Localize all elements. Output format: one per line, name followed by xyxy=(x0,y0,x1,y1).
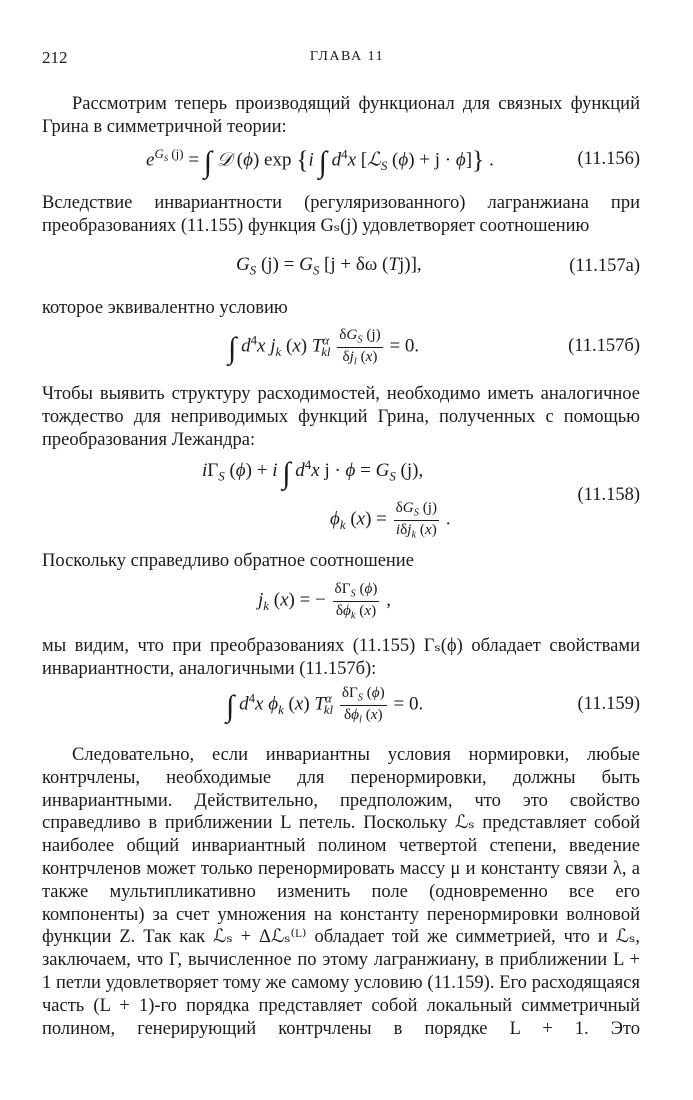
equation-formula: ∫ $d^4x$ $j_k$ (x) $T^\alpha_{kl}$ $\frac{\delta G_S (j)}{\delta j_l (x)}$ = 0. xyxy=(228,326,420,368)
equation-11-159 xyxy=(42,682,640,728)
equation-number: (11.156) xyxy=(577,149,640,169)
equation-formula: $G_S$ $(j) = G_S$ [j + δω (Tj)], xyxy=(236,254,422,278)
equation-inverse xyxy=(42,578,640,624)
equation-formula: ∫ $d^4x$ $\phi_k$ (x) $T^\alpha_{kl}$ $\frac{\delta\Gamma_S (\phi)}{\delta\phi_l (x)}$ = 0. xyxy=(226,684,424,726)
equation-11-156 xyxy=(42,143,640,180)
chapter-title: ГЛАВА 11 xyxy=(309,49,385,64)
equation-11-158 xyxy=(42,455,640,545)
equation-11-157b xyxy=(42,324,640,370)
equation-number: (11.159) xyxy=(577,694,640,714)
equation-11-157a xyxy=(42,252,640,282)
paragraph-4: Чтобы выявить структуру расходимостей, необходимо иметь аналогичное тождество для неприводимых функций Грина, полученных с помощью преобразования Лежандра: xyxy=(42,384,640,450)
equation-number: (11.157а) xyxy=(569,256,640,276)
paragraph-3: которое эквивалентно условию xyxy=(42,298,288,318)
equation-number: (11.158) xyxy=(577,485,640,505)
paragraph-7: Следовательно, если инвариантны условия нормировки, любые контрчлены, необходимые для перенормировки, должны быть инвариантными. Действительно, предположим, что это свойство справедливо в приближении L петель. Поскольку ℒₛ представляет собой наиболее общий инвариантный полином четвертой степени, введение контрчленов может только перенормировать массу μ и константу связи λ, а также мультипликативно изменить поле (одновременно все его компоненты) за счет умножения на константу перенормировки волновой функции Z. Так как ℒₛ + Δℒₛ⁽ᴸ⁾ обладает той же симметрией, что и ℒₛ, заключаем, что Γ, вычисленное по этому лагранжиану, в приближении L + 1 петли удовлетворяет тому же самому условию (11.159). Его расходящаяся часть (L + 1)-го порядка представляет собой локальный симметричный полином, генерирующий контрчлены в порядке L + 1. Это xyxy=(42,745,640,1039)
page-header xyxy=(42,48,652,70)
paragraph-1: Рассмотрим теперь производящий функционал для связных функций Грина в симметричной теории: xyxy=(42,94,640,137)
equation-formula: $j_k$ (x) = − $\frac{\delta\Gamma_S (\phi)}{\delta\phi_k (x)}$ , xyxy=(258,580,391,622)
paragraph-2: Вследствие инвариантности (регуляризованного) лагранжиана при преобразованиях (11.155) функция Gₛ(j) удовлетворяет соотношению xyxy=(42,193,640,236)
page-number: 212 xyxy=(42,48,68,67)
equation-number: (11.157б) xyxy=(568,336,640,356)
equation-formula-line-2: $\phi_k$ (x) = $\frac{\delta G_S (j)}{i\delta j_k (x)}$ . xyxy=(330,499,451,541)
paragraph-5: Поскольку справедливо обратное соотношение xyxy=(42,551,414,571)
paragraph-6: мы видим, что при преобразованиях (11.155) Γₛ(ϕ) обладает свойствами инвариантности, аналогичными (11.157б): xyxy=(42,636,640,679)
equation-formula: $e^{G_S (j)}$ = ∫ 𝒟 (ϕ) exp {i ∫ $d^4x$ [ℒ$_S$ (ϕ) + j · ϕ]} . xyxy=(146,145,494,180)
equation-formula-line-1: $i\Gamma_S$ (ϕ) + i ∫ $d^4x$ $j \cdot \phi = G_S$ (j), xyxy=(202,455,424,490)
